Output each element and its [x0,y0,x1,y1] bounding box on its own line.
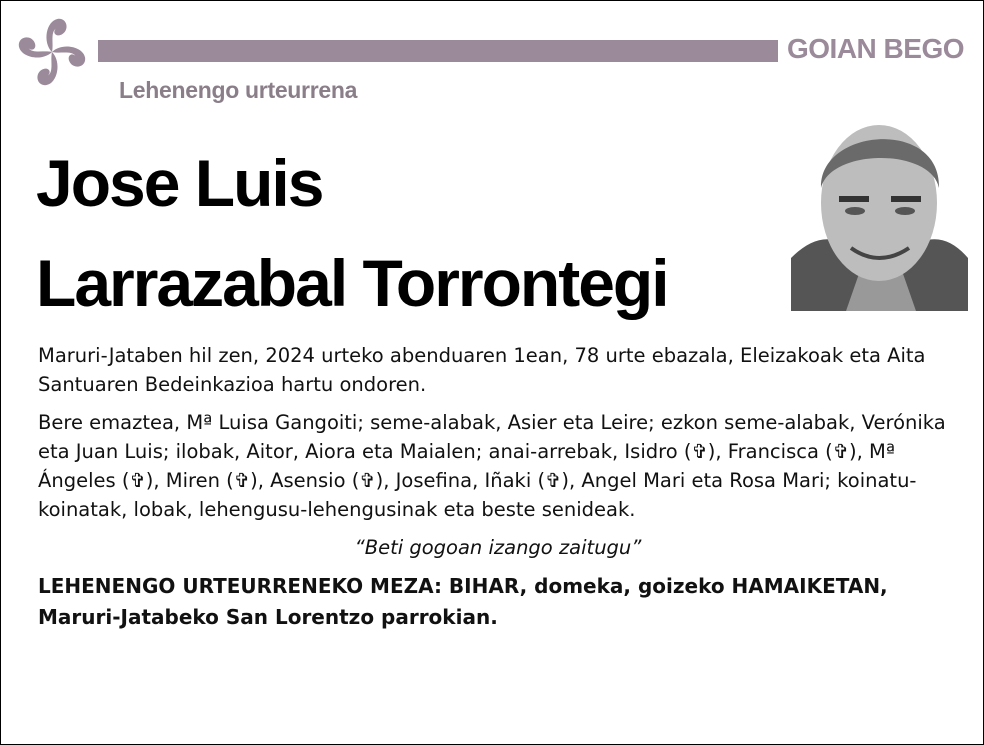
header-bar [98,40,778,62]
memorial-quote: “Beti gogoan izango zaitugu” [354,536,642,559]
name-line-1: Jose Luis [36,146,323,220]
lauburu-icon [13,13,91,91]
name-line-2: Larrazabal Torrontegi [36,246,668,320]
header-title: GOIAN BEGO [787,33,965,64]
death-details: Maruri-Jataben hil zen, 2024 urteko abenduaren 1ean, 78 urte ebazala, Eleizakoak eta Aita Santuaren Bedeinkazioa hartu ondoren. [38,344,926,396]
notice-body [38,341,958,642]
mass-announcement: LEHENENGO URTEURRENEKO MEZA: BIHAR, domeka, goizeko HAMAIKETAN, Maruri-Jatabeko San Lorentzo parrokian. [38,574,888,629]
notice-type: Lehenengo urteurrena [119,77,358,103]
family-list: Bere emaztea, Mª Luisa Gangoiti; seme-alabak, Asier eta Leire; ezkon seme-alabak, Verónika eta Juan Luis; ilobak, Aitor, Aiora eta Maialen; anai-arrebak, Isidro (✞), Francisca (✞), Mª Ángeles (✞), Miren (✞), Asensio (✞), Josefina, Iñaki (✞), Angel Mari eta Rosa Mari; koinatu-koinatak, lobak, lehengusu-lehengusinak eta beste senideak. [38,411,946,521]
portrait-photo [791,108,968,311]
deceased-name [36,133,668,333]
